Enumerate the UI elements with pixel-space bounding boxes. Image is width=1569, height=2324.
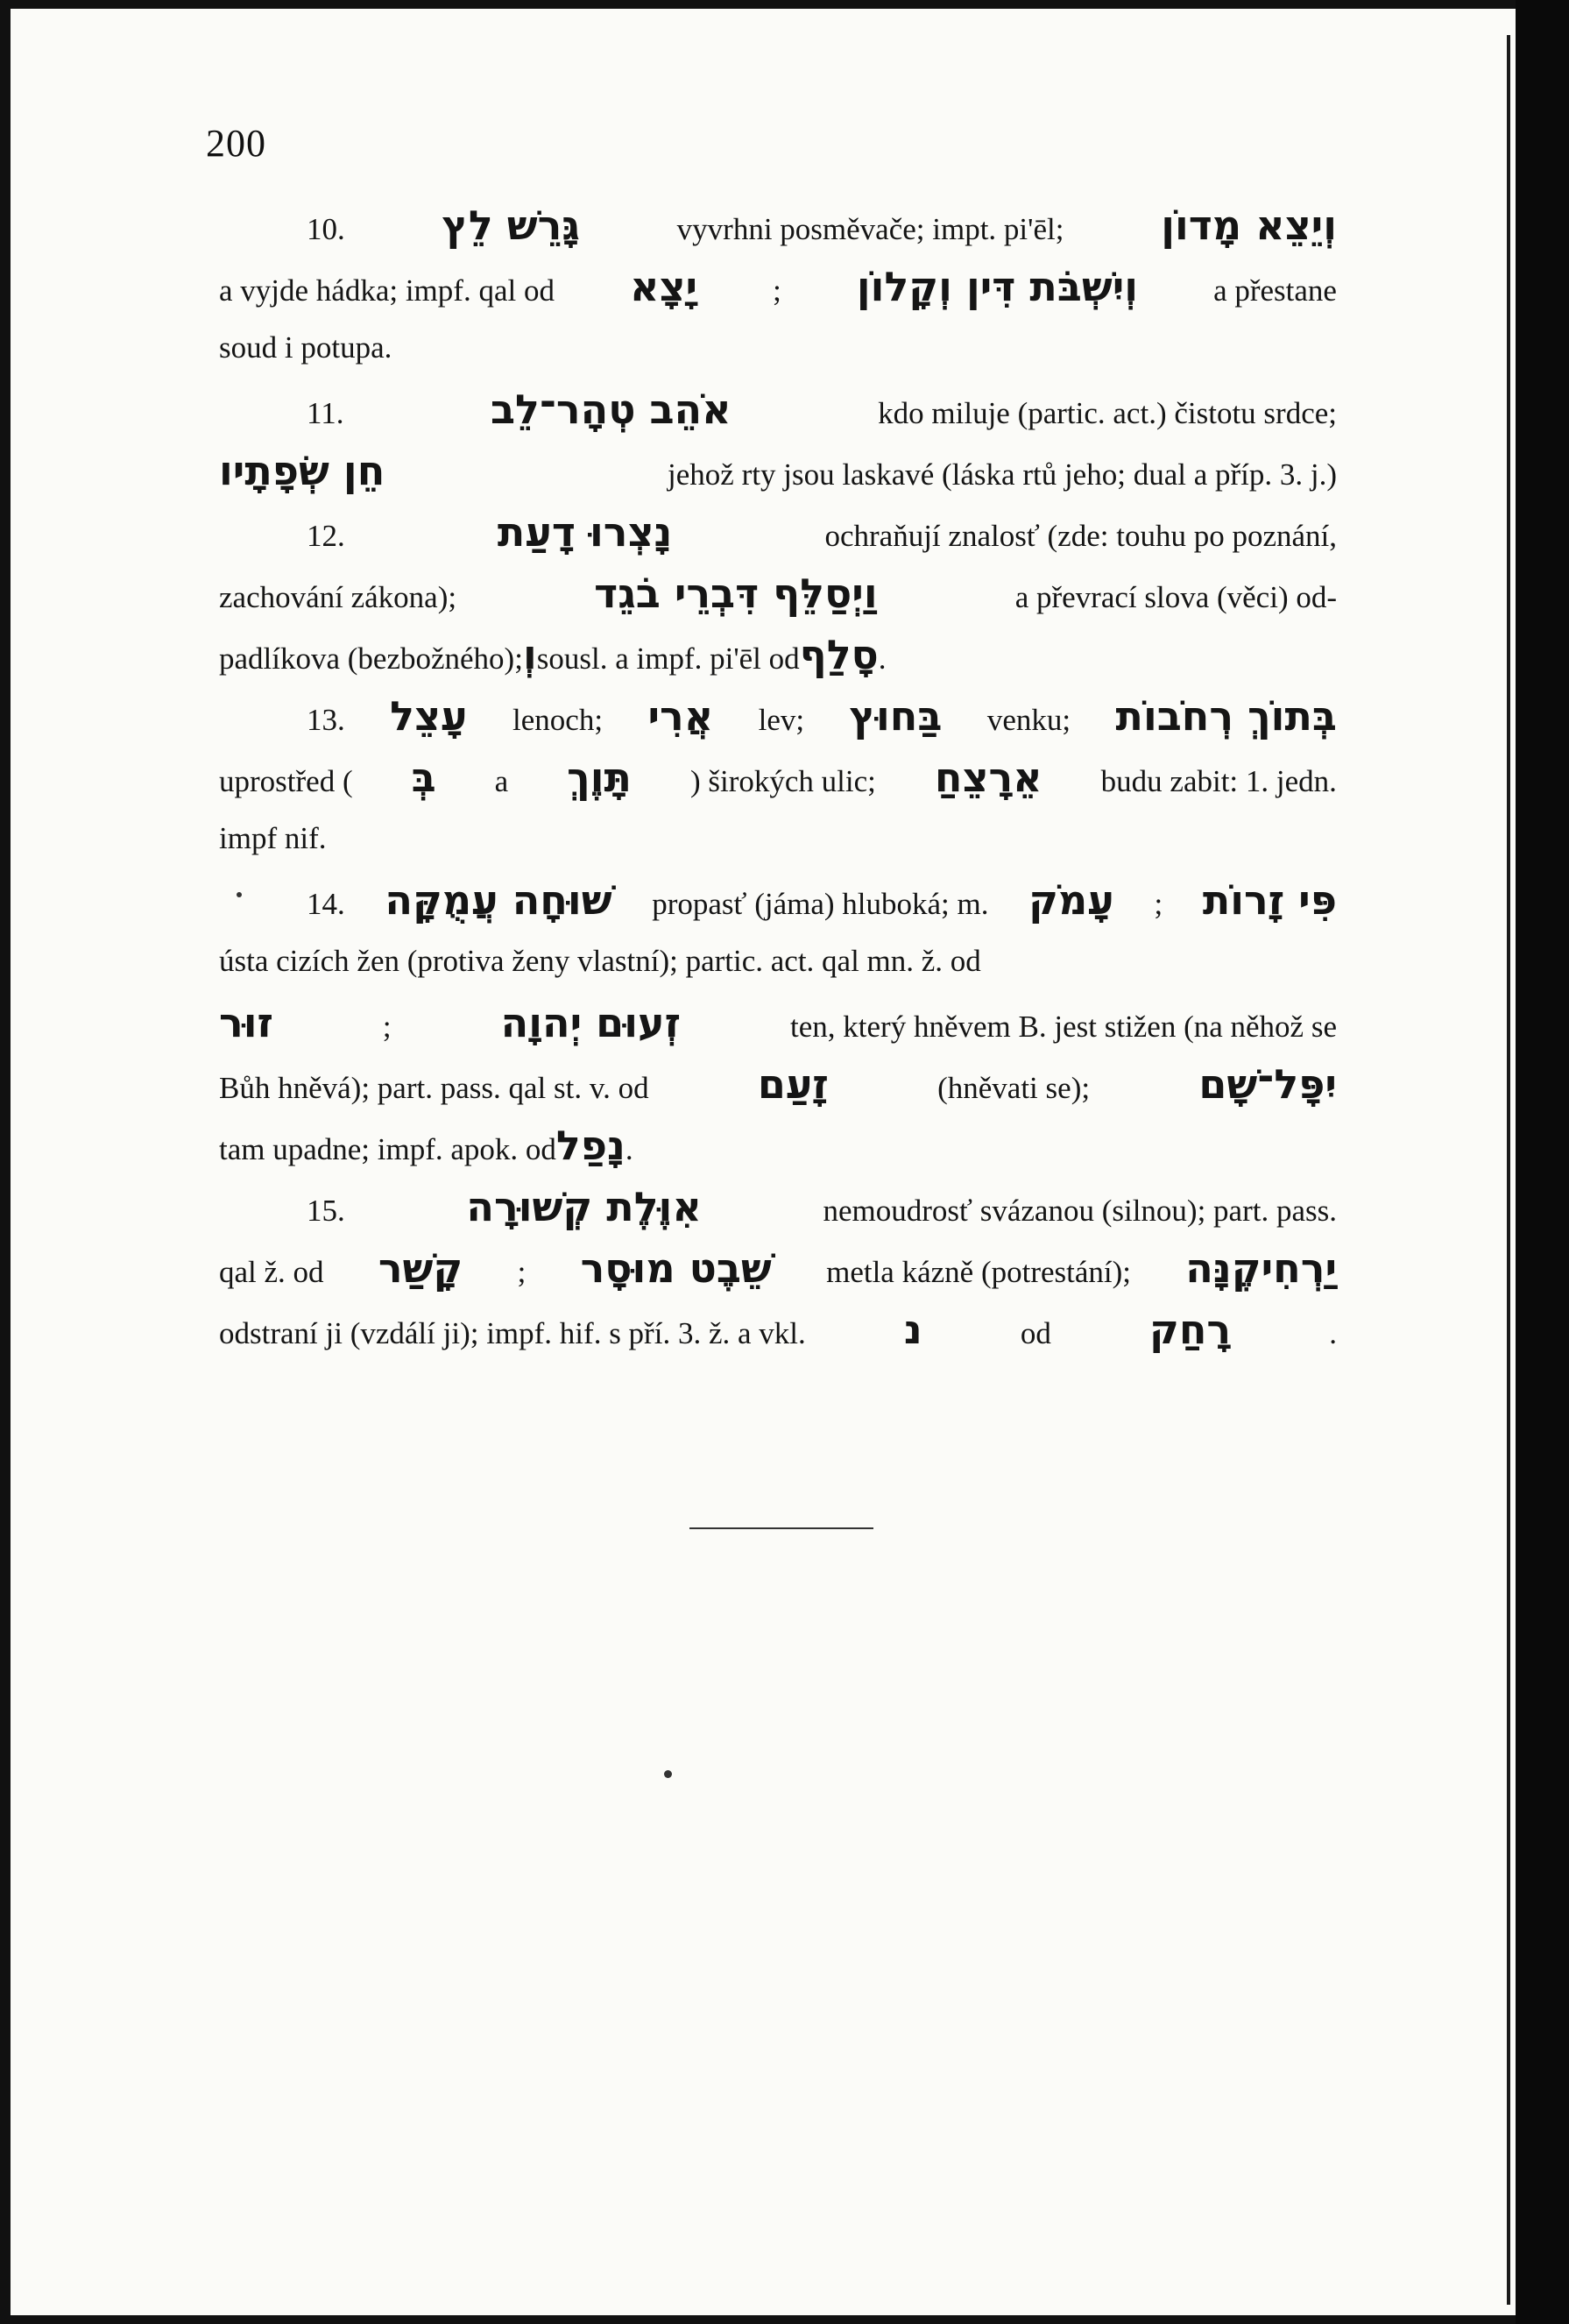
- czech-text: padlíkova (bezbožného);: [219, 641, 523, 676]
- hebrew-word: יָצָא: [629, 263, 698, 310]
- text-line: [219, 379, 1337, 440]
- page-number: 200: [206, 122, 266, 165]
- text-line: [219, 1176, 1337, 1237]
- text-line: [219, 685, 1337, 747]
- hebrew-word: נָצְרוּ דָעַת: [497, 508, 673, 556]
- czech-text: 13.: [307, 703, 345, 737]
- text-line: [219, 1115, 1337, 1176]
- scan-dark-edge: [1516, 0, 1569, 2324]
- czech-text: impf nif.: [219, 821, 327, 855]
- czech-text: 14.: [307, 887, 345, 921]
- czech-text: qal ž. od: [219, 1255, 324, 1289]
- czech-text: 12.: [307, 519, 345, 553]
- czech-text: 11.: [307, 396, 344, 430]
- text-line: [219, 624, 1337, 685]
- czech-text: od: [1020, 1316, 1051, 1350]
- czech-text: ústa cizích žen (protiva ženy vlastní); partic. act. qal mn. ž. od: [219, 944, 981, 978]
- text-line: [219, 1299, 1337, 1360]
- hebrew-word: רָחַק: [1148, 1306, 1232, 1353]
- hebrew-word: שֵׁבֶט מוּסָר: [580, 1244, 772, 1292]
- hebrew-word: זָעַם: [757, 1060, 829, 1108]
- czech-text: a přestane: [1213, 273, 1337, 308]
- czech-text: 15.: [307, 1194, 345, 1228]
- czech-text: (hněvati se);: [937, 1071, 1091, 1105]
- hebrew-word: אִוֶּלֶת קְשׁוּרָה: [466, 1183, 702, 1230]
- czech-text: Bůh hněvá); part. pass. qal st. v. od: [219, 1071, 649, 1105]
- hebrew-word: יִפָּל־שָׁם: [1198, 1060, 1337, 1108]
- hebrew-word: סָלַף: [799, 631, 879, 678]
- hebrew-word: נ: [903, 1306, 922, 1353]
- czech-text: jehož rty jsou laskavé (láska rtů jeho; dual a příp. 3. j.): [668, 457, 1337, 492]
- hebrew-word: נָפַל: [555, 1122, 625, 1169]
- czech-text: a vyjde hádka; impf. qal od: [219, 273, 555, 308]
- hebrew-word: וְ: [522, 631, 537, 678]
- czech-text: uprostřed (: [219, 764, 353, 798]
- hebrew-word: זוּר: [219, 999, 273, 1046]
- hebrew-word: בְּ: [411, 754, 436, 801]
- czech-text: kdo miluje (partic. act.) čistotu srdce;: [878, 396, 1337, 430]
- czech-text: a převrací slova (věci) od-: [1014, 580, 1337, 614]
- czech-text: ;: [517, 1255, 527, 1289]
- end-rule: [689, 1527, 873, 1529]
- hebrew-word: שׁוּחָה עֲמֻקָּה: [385, 876, 612, 924]
- text-line: [219, 869, 1337, 931]
- czech-text: tam upadne; impf. apok. od: [219, 1132, 556, 1166]
- hebrew-word: וְיֵצֵא מָדוֹן: [1161, 202, 1337, 249]
- speck: [664, 1770, 672, 1778]
- czech-text: 10.: [307, 212, 345, 246]
- czech-text: vyvrhni posměvače; impt. pi'ēl;: [676, 212, 1064, 246]
- text-line: [219, 563, 1337, 624]
- hebrew-word: פִּי זָרוֹת: [1202, 876, 1337, 924]
- text-line: [219, 992, 1337, 1053]
- czech-text: lenoch;: [512, 703, 604, 737]
- hebrew-word: עָצֵל: [390, 692, 468, 740]
- page-edge-line: [1507, 35, 1510, 2305]
- text-line: [219, 256, 1337, 317]
- hebrew-word: קָשַׁר: [378, 1244, 463, 1292]
- czech-text: ochraňují znalosť (zde: touhu po poznání,: [824, 519, 1337, 553]
- text-line: [219, 1237, 1337, 1299]
- czech-text: propasť (jáma) hluboká; m.: [652, 887, 989, 921]
- hebrew-word: עָמֹק: [1028, 876, 1114, 924]
- czech-text: budu zabit: 1. jedn.: [1100, 764, 1337, 798]
- czech-text: ;: [1154, 887, 1163, 921]
- czech-text: a: [494, 764, 509, 798]
- czech-text: ;: [773, 273, 781, 308]
- hebrew-word: יַרְחִיקֶנָּה: [1185, 1244, 1337, 1292]
- text-line: [219, 747, 1337, 808]
- hebrew-word: אֲרִי: [647, 692, 714, 740]
- hebrew-word: זְעוּם יְהוָה: [500, 999, 682, 1046]
- czech-text: lev;: [758, 703, 805, 737]
- text-line: [219, 808, 1337, 869]
- hebrew-word: חֵן שְׂפָתָיו: [219, 447, 385, 494]
- hebrew-word: אֹהֵב טְהָר־לֵב: [490, 386, 731, 433]
- czech-text: odstraní ji (vzdálí ji); impf. hif. s pří. 3. ž. a vkl.: [219, 1316, 806, 1350]
- czech-text: sousl. a impf. pi'ēl od: [536, 641, 800, 676]
- czech-text: venku;: [986, 703, 1071, 737]
- hebrew-word: וְיִשְׁבֹּת דִּין וְקָלוֹן: [856, 263, 1139, 310]
- czech-text: .: [1329, 1316, 1337, 1350]
- hebrew-word: תָּוֶךְ: [567, 754, 632, 801]
- czech-text: .: [878, 641, 887, 676]
- czech-text: nemoudrosť svázanou (silnou); part. pass.: [823, 1194, 1337, 1228]
- czech-text: ;: [382, 1010, 392, 1044]
- hebrew-word: גָּרֵשׁ לֵץ: [442, 202, 580, 249]
- hebrew-word: וַיְסַלֵּף דִּבְרֵי בֹגֵד: [594, 570, 878, 617]
- text-line: [219, 501, 1337, 563]
- text-line: [219, 931, 1337, 992]
- speck: [237, 892, 242, 897]
- text-line: [219, 440, 1337, 501]
- text-line: [219, 195, 1337, 256]
- hebrew-word: בַּחוּץ: [849, 692, 943, 740]
- czech-text: soud i potupa.: [219, 330, 392, 365]
- text-line: [219, 1053, 1337, 1115]
- commentary-text: [219, 195, 1337, 1360]
- czech-text: metla kázně (potrestání);: [826, 1255, 1131, 1289]
- hebrew-word: בְּתוֹךְ רְחֹבוֹת: [1115, 692, 1337, 740]
- text-line: [219, 317, 1337, 379]
- czech-text: ) širokých ulic;: [689, 764, 876, 798]
- czech-text: .: [625, 1132, 633, 1166]
- czech-text: zachování zákona);: [219, 580, 457, 614]
- czech-text: ten, který hněvem B. jest stižen (na něhož se: [790, 1010, 1337, 1044]
- hebrew-word: אֵרָצֵחַ: [934, 754, 1042, 801]
